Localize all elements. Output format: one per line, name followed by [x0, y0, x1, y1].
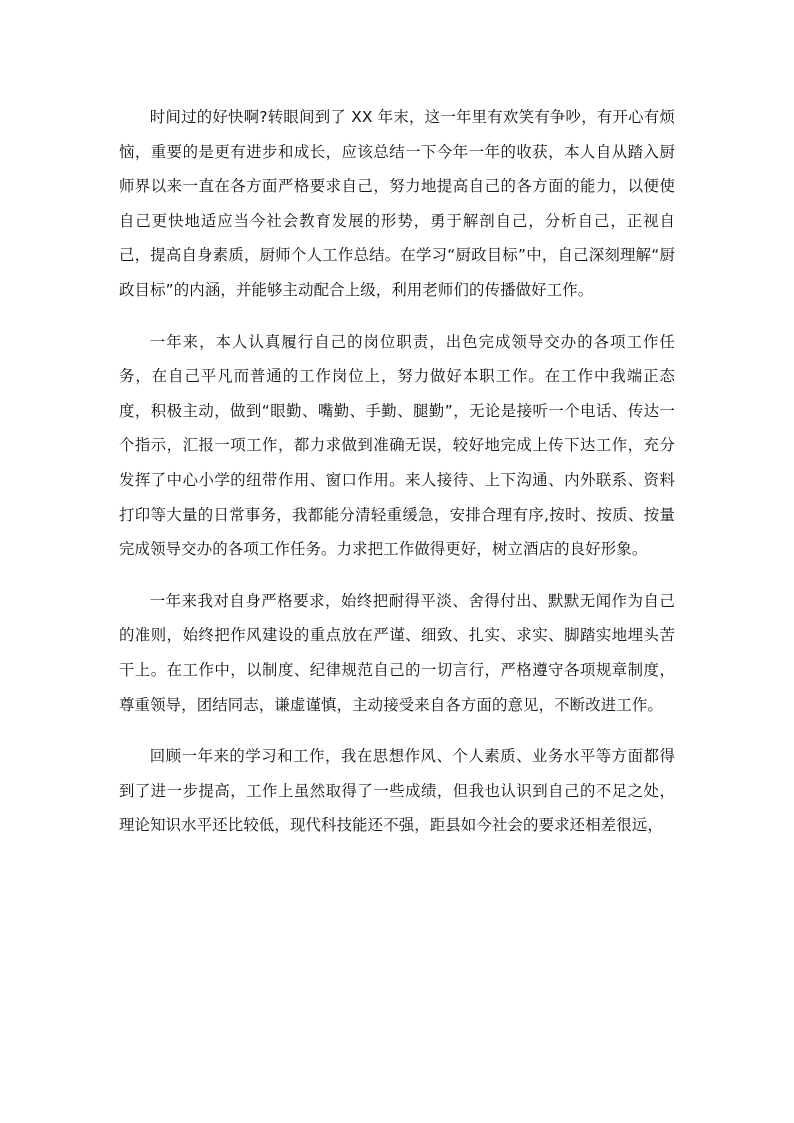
paragraph-2: 一年来，本人认真履行自己的岗位职责，出色完成领导交办的各项工作任务，在自己平凡而普通的工作岗位上，努力做好本职工作。在工作中我端正态度，积极主动，做到“眼勤、嘴勤、手勤、腿勤”，无论是接听一个电话、传达一个指示，汇报一项工作，都力求做到准确无误，较好地完成上传下达工作，充分发挥了中心小学的纽带作用、窗口作用。来人接待、上下沟通、内外联系、资料打印等大量的日常事务，我都能分清轻重缓急，安排合理有序,按时、按质、按量完成领导交办的各项工作任务。力求把工作做得更好，树立酒店的良好形象。 — [119, 332, 675, 559]
paragraph-1: 时间过的好快啊?转眼间到了 XX 年末，这一年里有欢笑有争吵，有开心有烦恼，重要的是更有进步和成长，应该总结一下今年一年的收获，本人自从踏入厨师界以来一直在各方面严格要求自己，努力地提高自己的各方面的能力，以便使自己更快地适应当今社会教育发展的形势，勇于解剖自己，分析自己，正视自己，提高自身素质，厨师个人工作总结。在学习“厨政目标”中，自己深刻理解“厨政目标”的内涵，并能够主动配合上级，利用老师们的传播做好工作。 — [119, 108, 675, 299]
paragraph-4: 回顾一年来的学习和工作，我在思想作风、个人素质、业务水平等方面都得到了进一步提高，工作上虽然取得了一些成绩，但我也认识到自己的不足之处，理论知识水平还比较低，现代科技能还不强，距县如今社会的要求还相差很远， — [119, 747, 675, 835]
paragraph-3: 一年来我对自身严格要求，始终把耐得平淡、舍得付出、默默无闻作为自己的准则，始终把作风建设的重点放在严谨、细致、扎实、求实、脚踏实地埋头苦干上。在工作中，以制度、纪律规范自己的一切言行，严格遵守各项规章制度，尊重领导，团结同志，谦虚谨慎，主动接受来自各方面的意见，不断改进工作。 — [119, 591, 675, 714]
document-body — [119, 100, 675, 860]
